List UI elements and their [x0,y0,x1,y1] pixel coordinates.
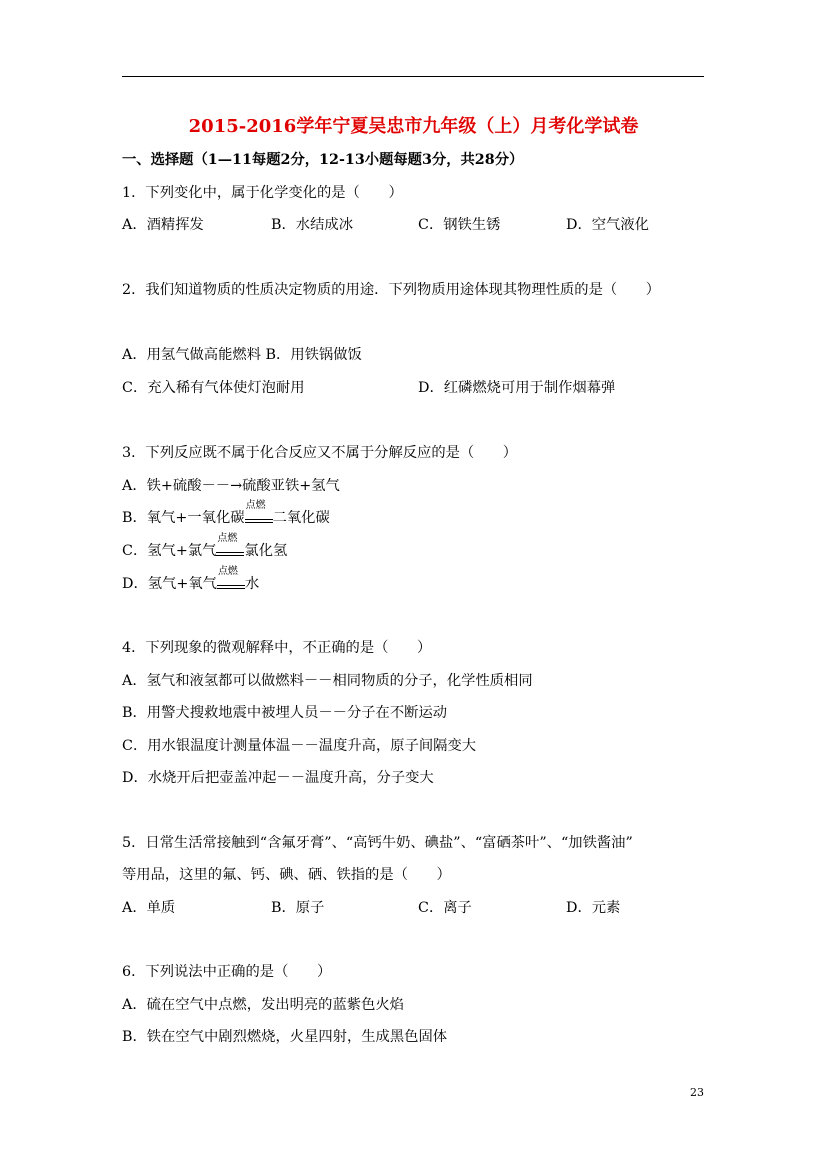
q3-option-c [122,533,288,561]
q5-stem-line2: 等用品，这里的氟、钙、碘、硒、铁指的是（ ） [122,867,451,883]
q5-option-c: C．离子 [418,900,472,916]
q1-option-b: B．水结成冰 [271,217,353,233]
q3-option-b [122,500,330,528]
q3-d-reactants: D．氢气+氧气 [122,576,217,592]
condition-label: 点燃 [217,533,238,544]
q5-option-d: D．元素 [566,900,621,916]
q2-stem: 2．我们知道物质的性质决定物质的用途．下列物质用途体现其物理性质的是（ ） [122,282,661,298]
q6-option-a: A．硫在空气中点燃，发出明亮的蓝紫色火焰 [122,997,404,1013]
q4-option-b: B．用警犬搜救地震中被埋人员－－分子在不断运动 [122,705,448,721]
q6-option-b: B．铁在空气中剧烈燃烧，火星四射，生成黑色固体 [122,1029,448,1045]
q4-option-c: C．用水银温度计测量体温－－温度升高，原子间隔变大 [122,738,477,754]
q2-option-a: A．用氢气做高能燃料 B．用铁锅做饭 [122,347,362,363]
ignition-arrow-icon [216,533,244,561]
q3-c-product: 氯化氢 [244,543,288,559]
ignition-arrow-icon [245,500,273,528]
q1-option-c: C．钢铁生锈 [418,217,501,233]
q3-b-product: 二氧化碳 [272,510,330,526]
page-title: 2015-2016学年宁夏吴忠市九年级（上）月考化学试卷 [188,116,639,137]
q1-stem: 1．下列变化中，属于化学变化的是（ ） [122,185,403,201]
q5-option-b: B．原子 [271,900,325,916]
q5-stem-line1: 5．日常生活常接触到“含氟牙膏”、“高钙牛奶、碘盐”、“富硒茶叶”、“加铁酱油” [122,835,633,851]
condition-label: 点燃 [245,500,266,511]
q1-option-d: D．空气液化 [566,217,649,233]
q3-c-reactants: C．氢气+氯气 [122,543,217,559]
ignition-arrow-icon [217,566,245,594]
q3-b-reactants: B．氧气+一氧化碳 [122,510,245,526]
q4-stem: 4．下列现象的微观解释中，不正确的是（ ） [122,640,432,656]
q5-option-a: A．单质 [122,900,176,916]
q1-option-a: A．酒精挥发 [122,217,204,233]
section-heading: 一、选择题（1—11每题2分，12-13小题每题3分，共28分） [122,152,524,168]
q3-stem: 3．下列反应既不属于化合反应又不属于分解反应的是（ ） [122,445,518,461]
q6-stem: 6．下列说法中正确的是（ ） [122,964,332,980]
q2-option-d: D．红磷燃烧可用于制作烟幕弹 [418,380,616,396]
q3-option-d [122,566,260,594]
q4-option-d: D．水烧开后把壶盖冲起－－温度升高，分子变大 [122,770,434,786]
page-number: 23 [690,1086,704,1099]
q3-option-a: A．铁+硫酸－－→硫酸亚铁+氢气 [122,478,340,494]
q3-d-product: 水 [244,576,260,592]
condition-label: 点燃 [217,566,238,577]
header-rule [122,76,704,77]
q2-option-c: C．充入稀有气体使灯泡耐用 [122,380,305,396]
q4-option-a: A．氢气和液氢都可以做燃料－－相同物质的分子，化学性质相同 [122,673,533,689]
